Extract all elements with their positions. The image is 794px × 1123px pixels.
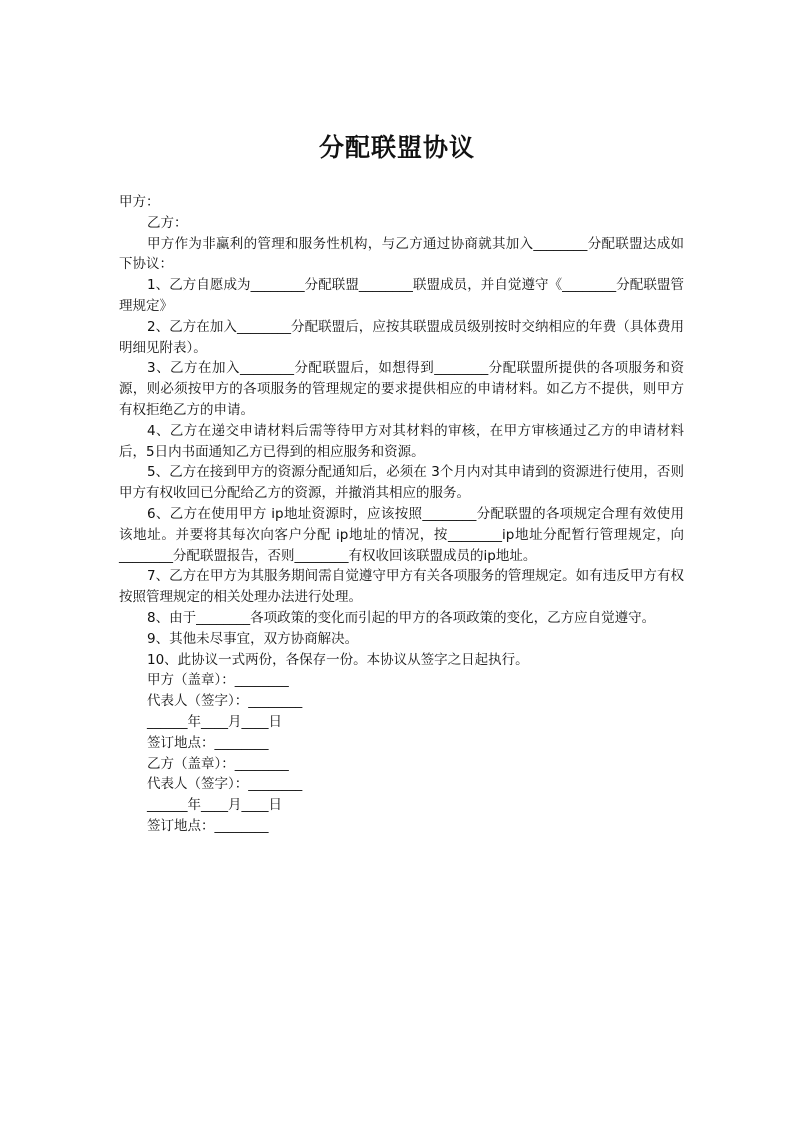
document-title: 分配联盟协议	[318, 133, 475, 162]
party-b-seal-line: 乙方（盖章）：________	[147, 755, 289, 772]
party-a-place-line: 签订地点：________	[147, 734, 269, 751]
party-a-representative-line: 代表人（签字）：________	[147, 693, 303, 710]
clause-4: 4、乙方在递交申请材料后需等待甲方对其材料的审核，在甲方审核通过乙方的申请材料后，5日内书面通知乙方已得到的相应服务和资源。	[119, 422, 684, 460]
party-a-date-line: ______年____月____日	[147, 713, 282, 730]
clause-5: 5、乙方在接到甲方的资源分配通知后，必须在 3个月内对其申请到的资源进行使用，否则甲方有权收回已分配给乙方的资源，并撤消其相应的服务。	[119, 464, 684, 502]
party-b-place-line: 签订地点：________	[147, 817, 269, 834]
intro-paragraph: 甲方作为非赢利的管理和服务性机构，与乙方通过协商就其加入________分配联盟达成如下协议：	[119, 235, 684, 273]
party-a-seal-line: 甲方（盖章）：________	[147, 672, 289, 689]
clause-1: 1、乙方自愿成为________分配联盟________联盟成员，并自觉遵守《________分配联盟管理规定》	[119, 277, 684, 314]
party-b-representative-line: 代表人（签字）：________	[147, 776, 303, 793]
party-b-line: 乙方：	[147, 214, 188, 231]
clause-10: 10、此协议一式两份，各保存一份。本协议从签字之日起执行。	[147, 651, 529, 668]
clause-8: 8、由于________各项政策的变化而引起的甲方的各项政策的变化，乙方应自觉遵守。	[147, 609, 656, 626]
document-body	[119, 192, 684, 837]
clause-6: 6、乙方在使用甲方 ip地址资源时，应该按照________分配联盟的各项规定合理有效使用该地址。并要将其每次向客户分配 ip地址的情况，按________ip地址分配暂行管理规定，向________分配联盟报告，否则________有权收回该联盟成员的ip地址。	[119, 505, 684, 564]
clause-9: 9、其他未尽事宜，双方协商解决。	[147, 630, 359, 647]
clause-3: 3、乙方在加入________分配联盟后，如想得到________分配联盟所提供的各项服务和资源，则必须按甲方的各项服务的管理规定的要求提供相应的申请材料。如乙方不提供，则甲方有权拒绝乙方的申请。	[119, 360, 684, 418]
clause-7: 7、乙方在甲方为其服务期间需自觉遵守甲方有关各项服务的管理规定。如有违反甲方有权按照管理规定的相关处理办法进行处理。	[119, 568, 684, 606]
clause-2: 2、乙方在加入________分配联盟后，应按其联盟成员级别按时交纳相应的年费（具体费用明细见附表）。	[119, 318, 684, 356]
party-a-line: 甲方：	[119, 194, 160, 210]
party-b-date-line: ______年____月____日	[147, 797, 282, 814]
